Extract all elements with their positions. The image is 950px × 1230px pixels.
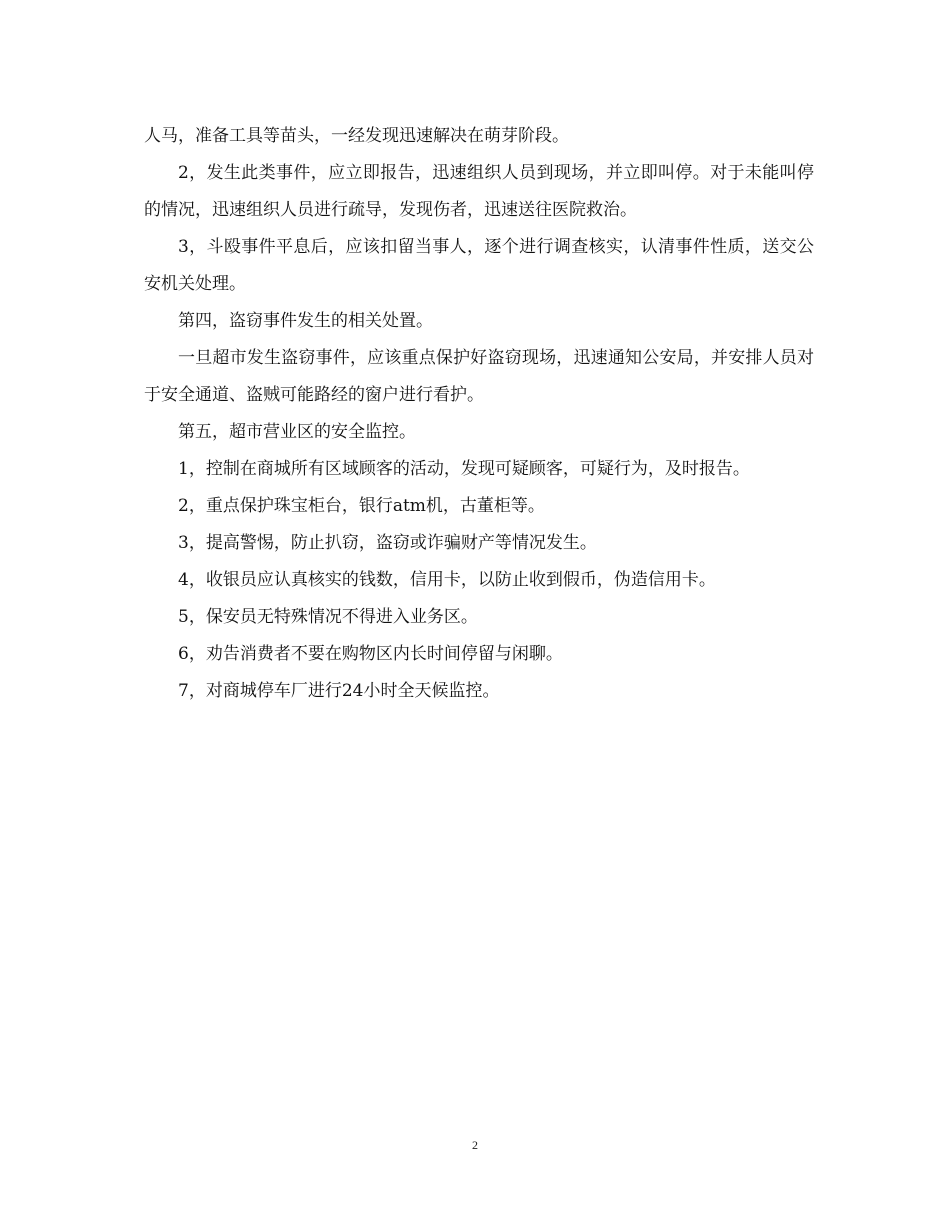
paragraph-item-3-fight-aftermath: 3，斗殴事件平息后，应该扣留当事人，逐个进行调查核实，认清事件性质，送交公安机关处理。 bbox=[144, 237, 814, 294]
page-number: 2 bbox=[472, 1138, 478, 1152]
list-item-monitor-4: 4，收银员应认真核实的钱数，信用卡，以防止收到假币，伪造信用卡。 bbox=[178, 570, 716, 590]
list-item-monitor-1: 1，控制在商城所有区域顾客的活动，发现可疑顾客，可疑行为，及时报告。 bbox=[178, 459, 750, 479]
paragraph-continuation: 人马，准备工具等苗头，一经发现迅速解决在萌芽阶段。 bbox=[144, 126, 569, 146]
paragraph-item-2-fight-response: 2，发生此类事件，应立即报告，迅速组织人员到现场，并立即叫停。对于未能叫停的情况，迅速组织人员进行疏导，发现伤者，迅速送往医院救治。 bbox=[144, 163, 814, 220]
section-heading-monitoring: 第五，超市营业区的安全监控。 bbox=[178, 422, 416, 442]
list-item-monitor-3: 3，提高警惕，防止扒窃，盗窃或诈骗财产等情况发生。 bbox=[178, 533, 597, 553]
section-heading-theft: 第四，盗窃事件发生的相关处置。 bbox=[178, 311, 433, 331]
list-item-monitor-2: 2，重点保护珠宝柜台，银行atm机，古董柜等。 bbox=[178, 496, 545, 516]
document-body bbox=[144, 118, 814, 710]
paragraph-theft-handling: 一旦超市发生盗窃事件，应该重点保护好盗窃现场，迅速通知公安局，并安排人员对于安全通道、盗贼可能路经的窗户进行看护。 bbox=[144, 348, 814, 405]
list-item-monitor-7: 7，对商城停车厂进行24小时全天候监控。 bbox=[178, 681, 500, 701]
list-item-monitor-6: 6，劝告消费者不要在购物区内长时间停留与闲聊。 bbox=[178, 644, 563, 664]
list-item-monitor-5: 5，保安员无特殊情况不得进入业务区。 bbox=[178, 607, 478, 627]
